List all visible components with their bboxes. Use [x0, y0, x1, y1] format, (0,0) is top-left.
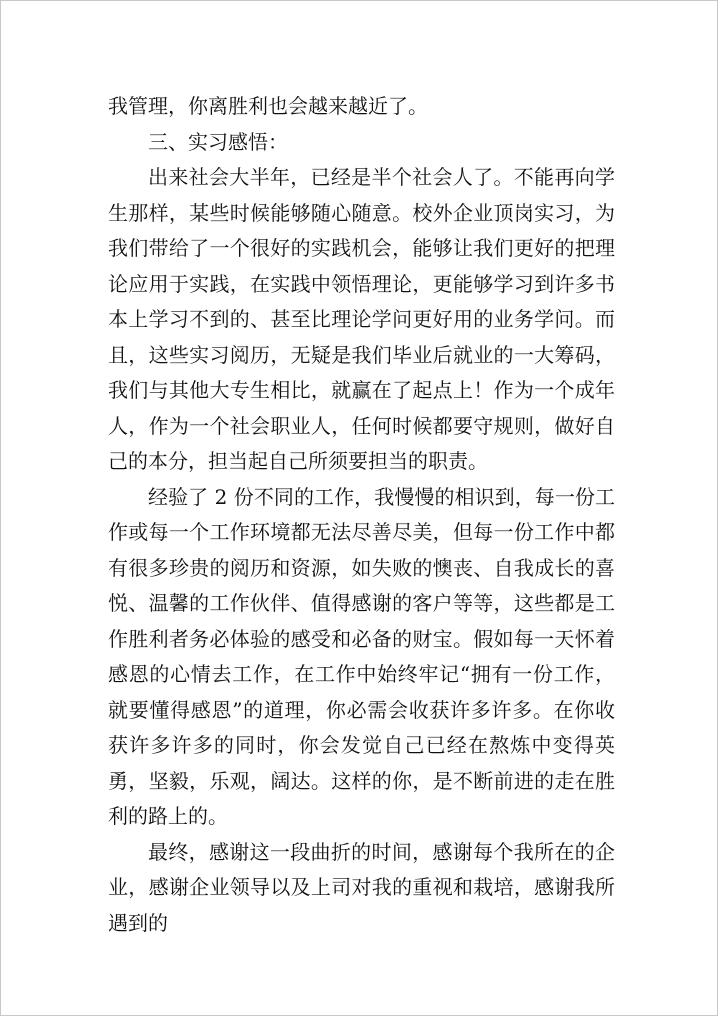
- paragraph-thanks: 最终，感谢这一段曲折的时间，感谢每个我所在的企业，感谢企业领导以及上司对我的重视和栽培，感谢我所遇到的: [108, 839, 615, 935]
- section-heading: 三、实习感悟：: [148, 129, 288, 154]
- paragraph-work-experience: 经验了 2 份不同的工作，我慢慢的相识到，每一份工作或每一个工作环境都无法尽善尽美，但每一份工作中都有很多珍贵的阅历和资源，如失败的懊丧、自我成长的喜悦、温馨的工作伙伴、值得感谢的客户等等，这些都是工作胜利者务必体验的感受和必备的财宝。假如每一天怀着感恩的心情去工作，在工作中始终牢记“拥有一份工作，就要懂得感恩”的道理，你必需会收获许多许多。在你收获许多许多的同时，你会发觉自己已经在熬炼中变得英勇，坚毅，乐观，阔达。这样的你，是不断前进的走在胜利的路上的。: [108, 484, 615, 828]
- paragraph-internship-reflection: 出来社会大半年，已经是半个社会人了。不能再向学生那样，某些时候能够随心随意。校外企业顶岗实习，为我们带给了一个很好的实践机会，能够让我们更好的把理论应用于实践，在实践中领悟理论，更能够学习到许多书本上学习不到的、甚至比理论学问更好用的业务学问。而且，这些实习阅历，无疑是我们毕业后就业的一大筹码，我们与其他大专生相比，就赢在了起点上！作为一个成年人，作为一个社会职业人，任何时候都要守规则，做好自己的本分，担当起自己所须要担当的职责。: [108, 165, 615, 473]
- paragraph-continuation: 我管理，你离胜利也会越来越近了。: [108, 94, 428, 118]
- document-body: [108, 89, 615, 941]
